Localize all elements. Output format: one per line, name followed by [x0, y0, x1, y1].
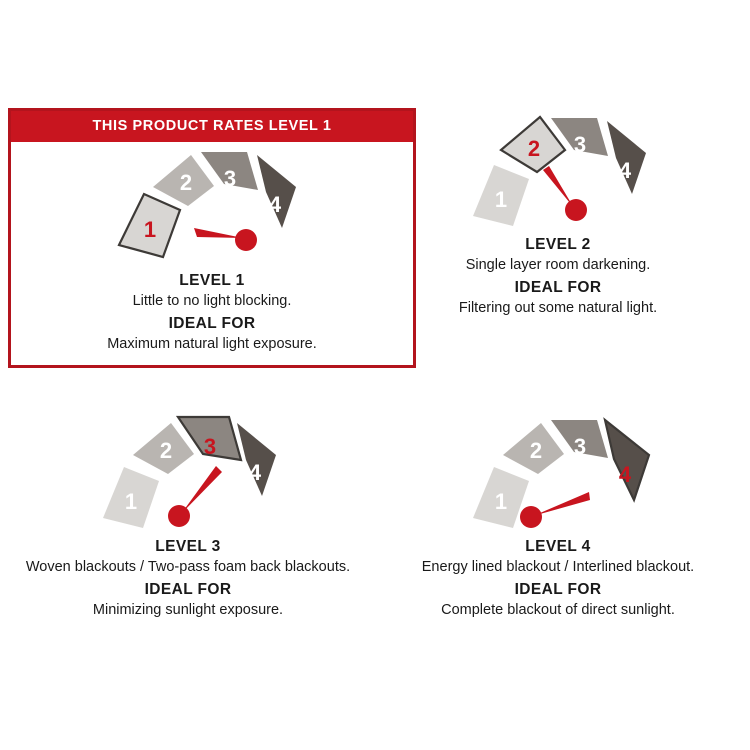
gauge-level-1 [11, 142, 413, 270]
gauge-segment-2-label: 2 [179, 170, 193, 195]
panel-1-ideal-description: Maximum natural light exposure. [107, 336, 317, 352]
gauge-segment-2-label: 2 [527, 136, 541, 161]
gauge-segment-1 [119, 194, 180, 257]
panel-2-title: LEVEL 2 [525, 236, 591, 253]
panel-4-description: Energy lined blackout / Interlined blackout. [421, 559, 695, 575]
level-panel-2 [378, 108, 738, 398]
gauge-segment-2-label: 2 [159, 438, 173, 463]
gauge-level-4 [378, 410, 738, 538]
gauge-segment-1-label: 1 [143, 217, 157, 242]
gauge-segment-4 [605, 420, 649, 500]
gauge-segment-3-label: 3 [223, 166, 237, 191]
gauge-svg-1 [47, 142, 377, 262]
gauge-segment-4-label: 4 [248, 460, 262, 485]
panel-2-ideal-label: IDEAL FOR [514, 279, 602, 296]
panel-2-ideal-description: Filtering out some natural light. [458, 300, 658, 316]
level-panel-4 [378, 410, 738, 700]
level-panel-1 [8, 108, 416, 368]
gauge-segment-4-label: 4 [618, 158, 632, 183]
gauge-segment-4 [607, 121, 646, 194]
gauge-segment-3-label: 3 [573, 132, 587, 157]
gauge-svg-2 [393, 108, 723, 228]
gauge-needle-3 [168, 466, 222, 527]
panel-2-caption [378, 236, 738, 316]
gauge-segment-2 [153, 155, 214, 206]
level-panel-3 [8, 410, 368, 700]
gauge-segment-1-label: 1 [494, 489, 508, 514]
gauge-segment-4 [257, 155, 296, 228]
panel-1-ideal-label: IDEAL FOR [168, 315, 256, 332]
panel-3-ideal-label: IDEAL FOR [144, 581, 232, 598]
panel-3-ideal-description: Minimizing sunlight exposure. [92, 602, 284, 618]
gauge-segment-1-label: 1 [124, 489, 138, 514]
product-rating-banner: THIS PRODUCT RATES LEVEL 1 [11, 111, 413, 142]
panel-2-description: Single layer room darkening. [465, 257, 651, 273]
gauge-segment-2 [503, 423, 564, 474]
panel-4-title: LEVEL 4 [525, 538, 591, 555]
gauge-svg-3 [23, 410, 353, 530]
panel-3-description: Woven blackouts / Two-pass foam back blackouts. [25, 559, 351, 575]
gauge-segment-4-label: 4 [268, 192, 282, 217]
panel-4-ideal-label: IDEAL FOR [514, 581, 602, 598]
gauge-segment-2-label: 2 [529, 438, 543, 463]
gauge-segment-1-label: 1 [494, 187, 508, 212]
gauge-level-3 [8, 410, 368, 538]
panel-1-title: LEVEL 1 [179, 272, 245, 289]
gauge-segment-1 [103, 467, 159, 528]
gauge-level-2 [378, 108, 738, 236]
gauge-segment-2 [501, 117, 565, 172]
gauge-needle-1 [194, 228, 257, 251]
panel-4-caption [378, 538, 738, 618]
gauge-segment-4 [237, 423, 276, 496]
gauge-segment-2 [133, 423, 194, 474]
panel-3-title: LEVEL 3 [155, 538, 221, 555]
panel-3-caption [8, 538, 368, 618]
gauge-segment-4-label: 4 [618, 462, 632, 487]
panel-1-caption [11, 270, 413, 352]
panel-1-description: Little to no light blocking. [132, 293, 292, 309]
panel-4-ideal-description: Complete blackout of direct sunlight. [441, 602, 675, 618]
gauge-segment-3-label: 3 [573, 434, 587, 459]
gauge-needle-2 [543, 166, 587, 221]
gauge-segment-1 [473, 165, 529, 226]
gauge-needle-4 [520, 492, 590, 528]
gauge-segment-3-label: 3 [203, 434, 217, 459]
gauge-svg-4 [393, 410, 723, 530]
